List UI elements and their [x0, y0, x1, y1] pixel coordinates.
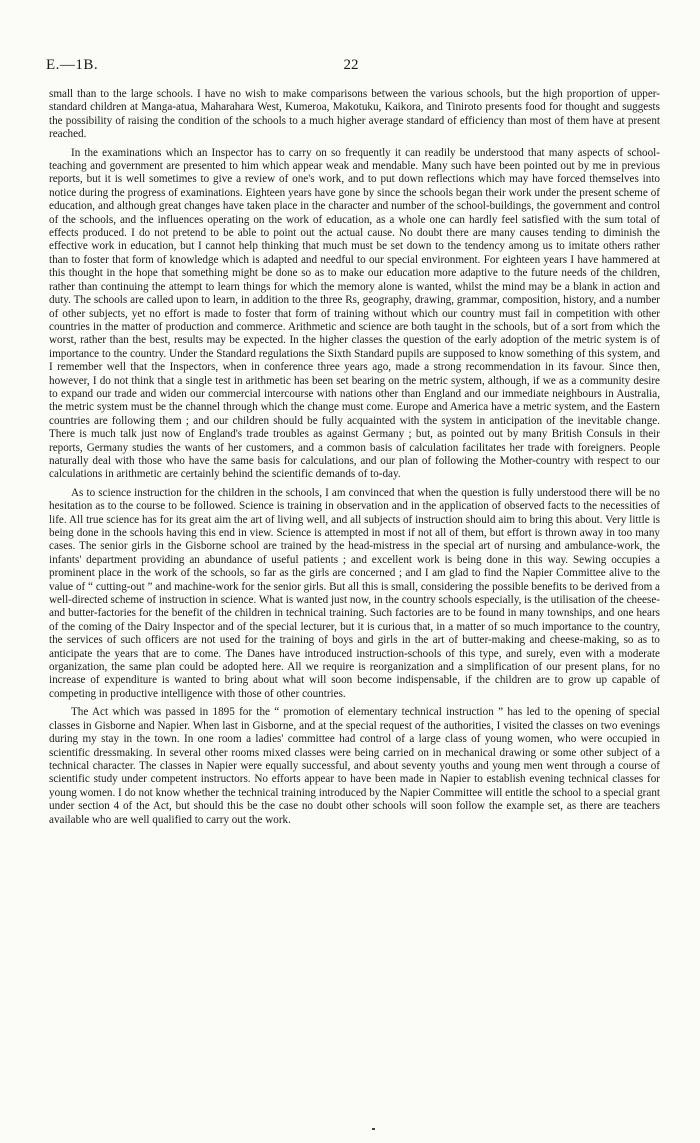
paragraph-technical-act: The Act which was passed in 1895 for the “ promotion of elementary technical instruction ” has led to the opening of special classes in Gisborne and Napier. When last in Gisborne, and at the special request of the authorities, I visited the classes on two evenings during my stay in the town. In one room a ladies' committee had control of a large class of young women, who were occupied in scientific dressmaking. In several other rooms mixed classes were being carried on in mechanical drawing or some other subject of a technical character. The classes in Napier were equally successful, and about seventy youths and young men went through a course of scientific study under competent instructors. No efforts appear to have been made in Napier to establish evening technical classes for young women. I do not know whether the technical training introduced by the Napier Committee will entitle the school to a special grant under section 4 of the Act, but should this be the case no doubt other schools will soon follow the example set, as there are teachers available who are well qualified to carry out the work. [49, 706, 660, 826]
paragraph-continuation: small than to the large schools. I have no wish to make comparisons between the various schools, but the high proportion of upper-standard children at Manga-atua, Maharahara West, Kumeroa, Makotuku, Kaikora, and Tiniroto presents food for thought and suggests the possibility of raising the condition of the schools to a much higher average standard of efficiency than most of them have at present reached. [49, 88, 660, 141]
paragraph-science-instruction: As to science instruction for the children in the schools, I am convinced that when the question is fully understood there will be no hesitation as to the course to be followed. Science is training in observation and in the application of observed facts to the necessities of life. All true science has for its great aim the art of living well, and all subjects of instruction should aim to bring this about. Very little is being done in the schools having this end in view. Science is attempted in most if not all of them, but effort is thrown away in too many cases. The senior girls in the Gisborne school are trained by the head-mistress in the special art of nursing and ambulance-work, the infants' department providing an abundance of useful patients ; and excellent work is being done in this way. Sewing occupies a prominent place in the work of the schools, so far as the girls are concerned ; and I am glad to find the Napier Committee alive to the value of “ cutting-out ” and machine-work for the senior girls. But all this is small, considering the possible benefits to be derived from a well-directed scheme of instruction in science. What is wanted just now, in the country schools especially, is the utilisation of the cheese- and butter-factories for the benefit of the children in technical training. Such factories are to be found in many townships, and one hears of the coming of the Dairy Inspector and of the special lecturer, but it is curious that, in a matter of so much importance to the country, the services of such officers are not used for the training of boys and girls in the art of butter-making and cheese-making, so as to anticipate the years that are to come. The Danes have introduced instruction-schools of this type, and surely, even with a moderate organization, the same plan could be adopted here. All we require is reorganization and a simplification of our present plans, for no increase of expenditure is wanted to bring about what will soon become indispensable, if the children are to grow up capable of competing in productive intelligence with those of other countries. [49, 486, 660, 700]
body-text [49, 88, 660, 832]
paragraph-examinations: In the examinations which an Inspector has to carry on so frequently it can readily be understood that many aspects of school-teaching and government are presented to him which appear weak and mendable. Many such have been pointed out by me in previous reports, but it is well sometimes to give a review of one's work, and to put down reflections which may have forced themselves into notice during the progress of examinations. Eighteen years have gone by since the schools began their work under the present scheme of education, and although great changes have taken place in the character and number of the school-buildings, the government and control of the schools, and the influences operating on the work of education, as a whole one can hardly feel satisfied with the sum total of effects produced. I do not pretend to be able to point out the actual cause. No doubt there are many causes tending to diminish the effective work in education, but I cannot help thinking that much must be set down to the tendency among us to imitate others rather than to foster that form of knowledge which is adapted and needful to our special environment. For eighteen years I have hammered at this thought in the hope that something might be done so as to make our education more adaptive to the future needs of the children, rather than continuing the attempt to learn things for which the memory alone is wanted, whilst the mind may be a blank in action and duty. The schools are called upon to learn, in addition to the three Rs, geography, drawing, grammar, composition, history, and a number of other subjects, yet no effort is made to foster that form of training without which our country must fail in competition with other countries in the matter of production and commerce. Arithmetic and science are both taught in the schools, but of a sort from which the worst, rather than the best, results may be expected. In the higher classes the question of the early adoption of the metric system is of importance to the country. Under the Standard regulations the Sixth Standard pupils are supposed to know something of this system, and I remember well that the Inspectors, when in conference three years ago, made a strong recommendation in its favour. Since then, however, I do not think that a single test in arithmetic has been set bearing on the metric system, although, if we as a community desire to expand our trade and widen our commercial intercourse with nations other than England and our immediate neighbours in Australia, the metric system must be the channel through which the change must come. Europe and America have a metric system, and the Eastern countries are following them ; and our children should be fully acquainted with the system in anticipation of the inevitable change. There is much talk just now of England's trade troubles as against Germany ; but, as pointed out by many British Consuls in their reports, Germany studies the wants of her customers, and a common basis of calculation facilitates her trade with foreigners. People naturally deal with those who have the same basis for calculations, and our plan of following the Mother-country with respect to our calculations in arithmetic are certainly behind the scientific demands of to-day. [49, 146, 660, 481]
page-header [46, 57, 656, 79]
footer-mark [372, 1128, 375, 1130]
document-reference: E.—1B. [46, 57, 99, 73]
page-number: 22 [343, 57, 359, 73]
